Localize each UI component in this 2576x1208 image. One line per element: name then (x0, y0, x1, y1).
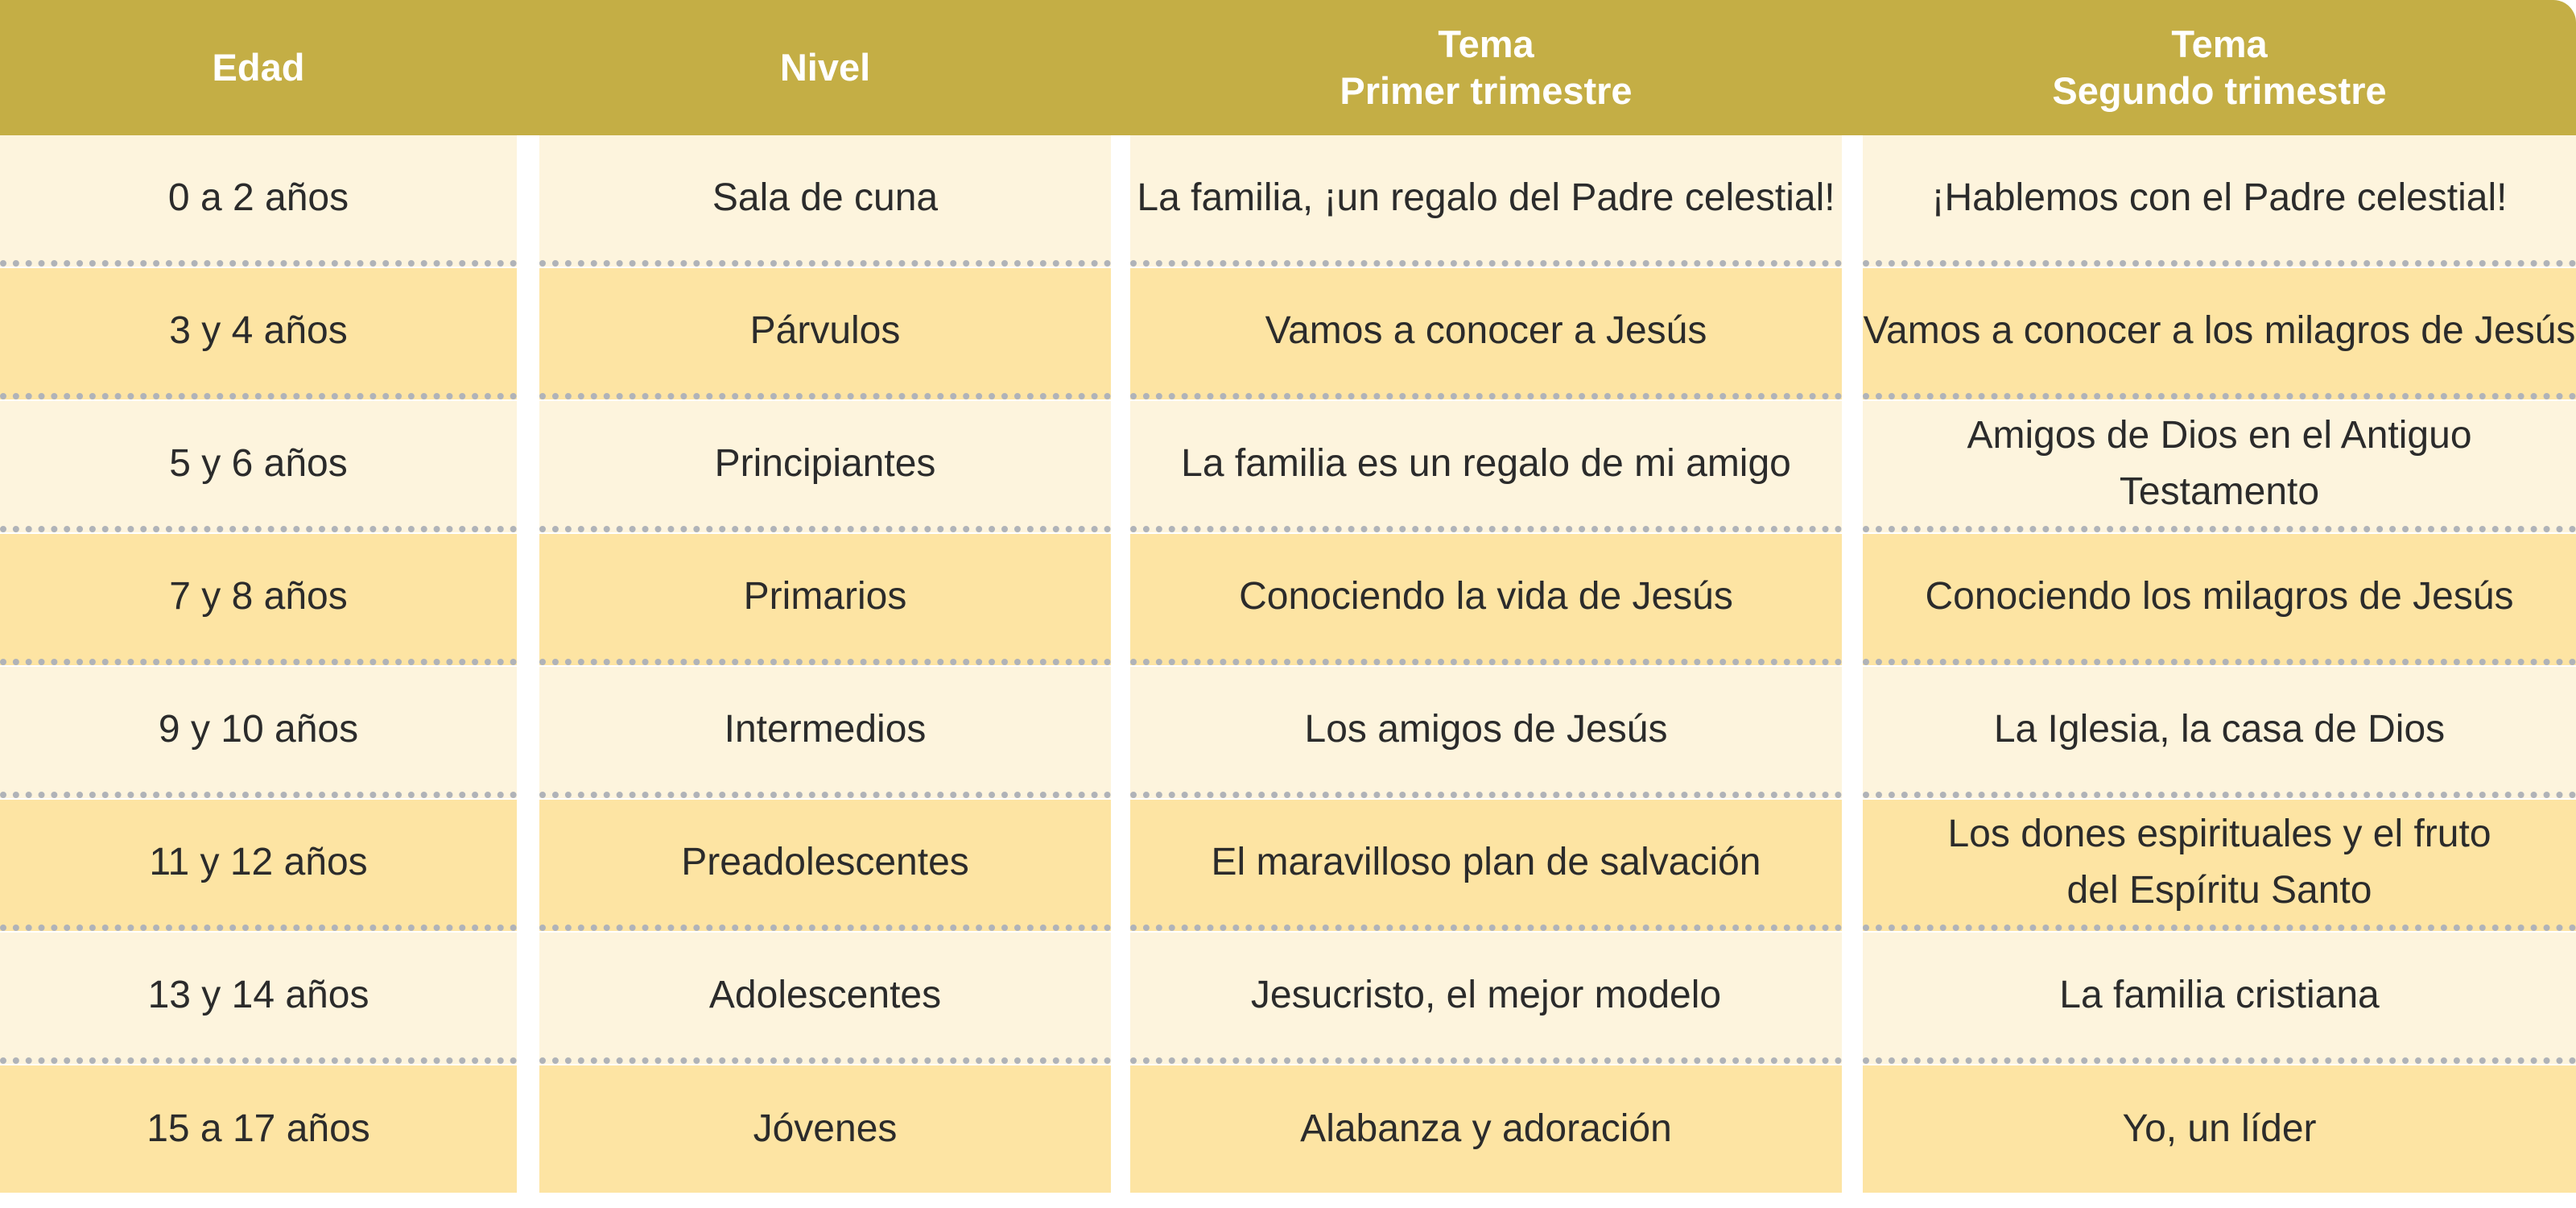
level-cell: Principiantes (539, 401, 1111, 532)
header-level (539, 0, 1111, 135)
theme-q1-cell: Alabanza y adoración (1130, 1065, 1842, 1193)
theme-q1-cell: Vamos a conocer a Jesús (1130, 268, 1842, 399)
theme-q2-cell: Yo, un líder (1863, 1065, 2576, 1193)
age-cell: 11 y 12 años (0, 800, 517, 931)
header-theme-q1-line2: Primer trimestre (1340, 69, 1633, 112)
level-cell: Primarios (539, 534, 1111, 665)
level-cell: Párvulos (539, 268, 1111, 399)
theme-q1-cell: Jesucristo, el mejor modelo (1130, 933, 1842, 1064)
table-row (0, 667, 2576, 798)
header-theme-q2 (1863, 0, 2576, 135)
header-theme-q1-line1: Tema (1438, 23, 1534, 65)
table-row (0, 1065, 2576, 1197)
theme-q2-cell: Amigos de Dios en el Antiguo Testamento (1863, 401, 2576, 532)
table-row (0, 135, 2576, 267)
age-cell: 15 a 17 años (0, 1065, 517, 1193)
theme-q1-cell: Conociendo la vida de Jesús (1130, 534, 1842, 665)
age-cell: 5 y 6 años (0, 401, 517, 532)
theme-q2-cell: La familia cristiana (1863, 933, 2576, 1064)
theme-q1-cell: La familia es un regalo de mi amigo (1130, 401, 1842, 532)
table-row (0, 800, 2576, 931)
level-cell: Sala de cuna (539, 135, 1111, 267)
header-theme-q2-line2: Segundo trimestre (2052, 69, 2387, 112)
header-theme-q1 (1130, 0, 1842, 135)
header-level-label: Nivel (779, 46, 871, 89)
theme-q1-cell: La familia, ¡un regalo del Padre celestial! (1130, 135, 1842, 267)
age-cell: 3 y 4 años (0, 268, 517, 399)
table-header (0, 0, 2576, 135)
level-cell: Preadolescentes (539, 800, 1111, 931)
table-row (0, 268, 2576, 399)
age-cell: 0 a 2 años (0, 135, 517, 267)
theme-q2-cell: La Iglesia, la casa de Dios (1863, 667, 2576, 798)
theme-q2-cell: Vamos a conocer a los milagros de Jesús (1863, 268, 2576, 399)
level-cell: Intermedios (539, 667, 1111, 798)
level-cell: Adolescentes (539, 933, 1111, 1064)
table-row (0, 401, 2576, 532)
table-row (0, 933, 2576, 1064)
age-cell: 7 y 8 años (0, 534, 517, 665)
theme-q2-cell (1863, 800, 2576, 931)
header-age (0, 0, 517, 135)
header-theme-q2-line1: Tema (2171, 23, 2268, 65)
level-cell: Jóvenes (539, 1065, 1111, 1193)
theme-q2-cell: ¡Hablemos con el Padre celestial! (1863, 135, 2576, 267)
theme-q1-cell: El maravilloso plan de salvación (1130, 800, 1842, 931)
table-row (0, 534, 2576, 665)
age-cell: 13 y 14 años (0, 933, 517, 1064)
theme-q2-line1: Los dones espirituales y el fruto (1947, 812, 2491, 855)
theme-q1-cell: Los amigos de Jesús (1130, 667, 1842, 798)
theme-q2-cell: Conociendo los milagros de Jesús (1863, 534, 2576, 665)
header-age-label: Edad (212, 46, 305, 89)
age-cell: 9 y 10 años (0, 667, 517, 798)
theme-q2-line2: del Espíritu Santo (2066, 868, 2372, 912)
